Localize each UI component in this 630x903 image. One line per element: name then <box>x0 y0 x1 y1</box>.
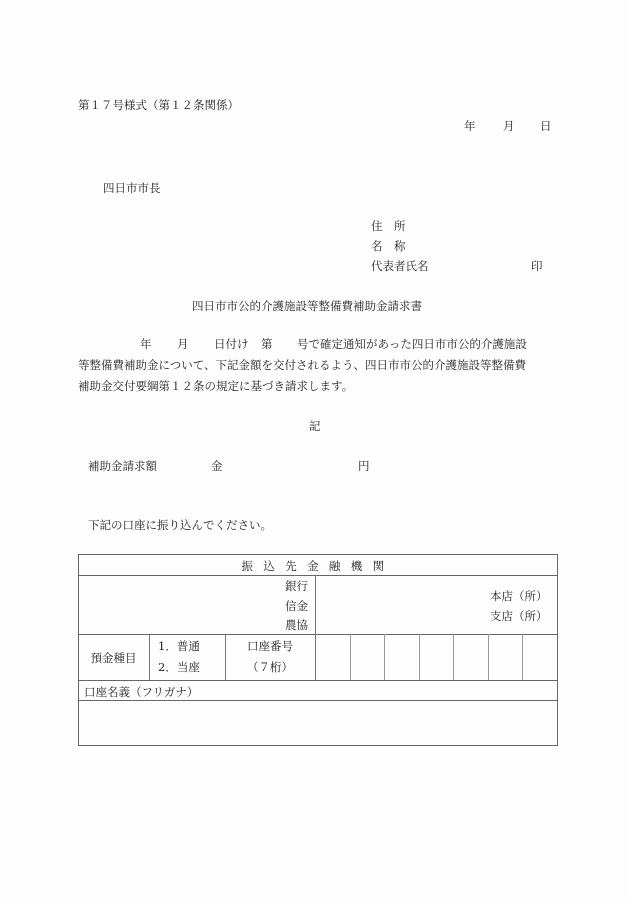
body-year: 年 <box>140 337 152 351</box>
addressee: 四日市市長 <box>103 181 161 195</box>
body-day: 日付け <box>214 337 249 351</box>
row-sep-1 <box>78 575 558 576</box>
account-digit-4[interactable] <box>420 635 453 680</box>
account-digit-5[interactable] <box>454 635 488 680</box>
institution-type-bank: 銀行 <box>285 579 308 593</box>
bank-row-divider <box>315 575 316 634</box>
name-label: 名 称 <box>371 239 406 253</box>
date-month-label: 月 <box>503 119 515 133</box>
account-digit-3[interactable] <box>385 635 419 680</box>
account-holder-field[interactable] <box>79 701 557 745</box>
deposit-option-ordinary[interactable]: 1．普通 <box>158 639 200 653</box>
row-sep-3 <box>78 680 558 681</box>
body-month: 月 <box>177 337 189 351</box>
body-line3: 補助金交付要綱第１２条の規定に基づき請求します。 <box>78 379 354 393</box>
representative-label: 代表者氏名 <box>371 259 429 273</box>
amount-unit: 円 <box>358 459 370 473</box>
account-digit-2[interactable] <box>351 635 384 680</box>
amount-label: 補助金請求額 <box>88 459 157 473</box>
form-number: 第１７号様式（第１２条関係） <box>78 98 239 112</box>
branch-type-branch: 支店（所） <box>490 609 548 623</box>
deposit-col-sep-1 <box>149 634 150 680</box>
account-digit-7[interactable] <box>523 635 557 680</box>
body-line1-rest: 号で確定通知があった四日市市公的介護施設 <box>297 337 527 351</box>
body-line2: 等整備費補助金について、下記金額を交付されるよう、四日市市公的介護施設等整備費 <box>78 358 527 372</box>
ki-label: 記 <box>309 419 321 433</box>
deposit-option-current[interactable]: 2．当座 <box>158 660 200 674</box>
document-title: 四日市市公的介護施設等整備費補助金請求書 <box>192 299 422 313</box>
amount-prefix: 金 <box>211 459 223 473</box>
table-border-top <box>78 554 558 555</box>
deposit-type-label: 預金種目 <box>90 651 137 665</box>
branch-type-main: 本店（所） <box>490 589 548 603</box>
institution-type-shinkin: 信金 <box>285 599 308 613</box>
account-digit-6[interactable] <box>489 635 522 680</box>
date-day-label: 日 <box>540 119 552 133</box>
date-year-label: 年 <box>464 119 476 133</box>
seal-label: 印 <box>531 259 543 273</box>
account-number-label: 口座番号 <box>247 639 293 653</box>
address-label: 住 所 <box>371 219 406 233</box>
table-header <box>78 558 558 574</box>
table-header-text: 振込先金融機関 <box>241 559 395 573</box>
body-no-prefix: 第 <box>261 337 273 351</box>
transfer-note: 下記の口座に振り込んでください。 <box>88 518 272 532</box>
table-border-right <box>557 554 558 746</box>
account-number-digits: （７桁） <box>247 660 293 674</box>
account-digit-1[interactable] <box>316 635 350 680</box>
table-border-bottom <box>78 745 558 746</box>
institution-type-nokyo: 農協 <box>285 618 308 632</box>
account-holder-label: 口座名義（フリガナ） <box>84 685 199 699</box>
